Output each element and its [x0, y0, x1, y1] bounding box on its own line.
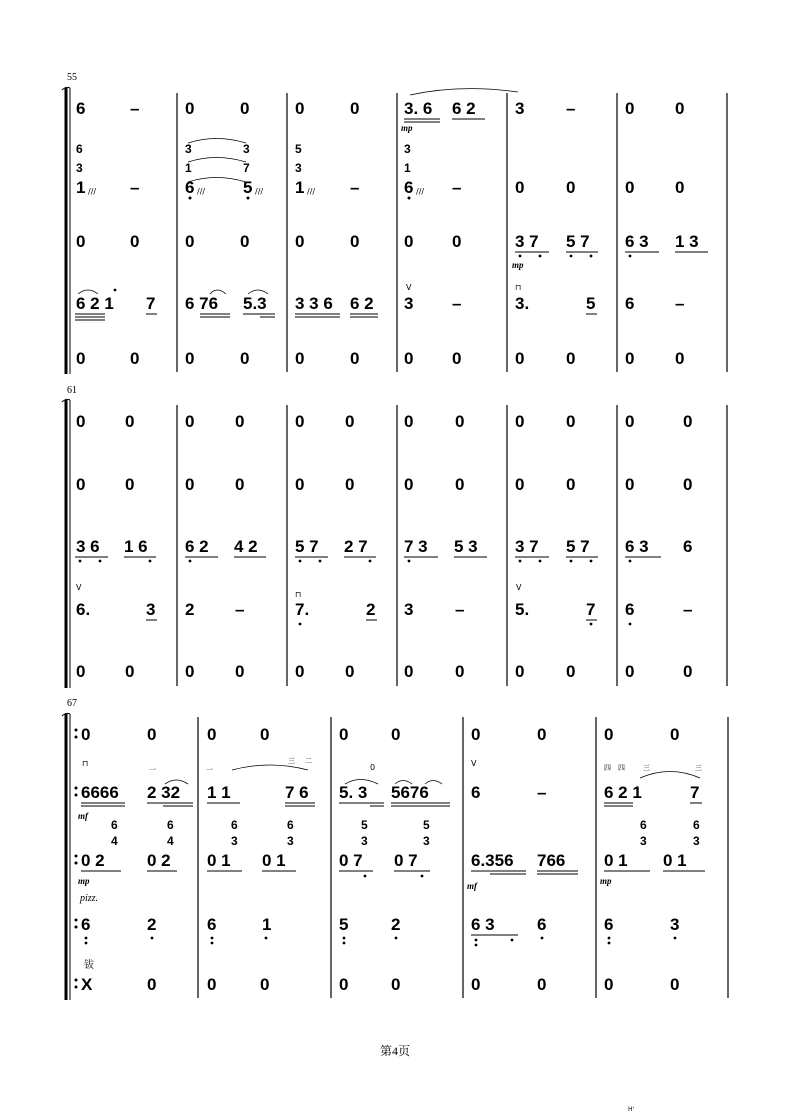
- note: 0: [235, 475, 245, 494]
- staff-row-4: [81, 915, 679, 971]
- note: 0: [404, 662, 414, 681]
- note: 3 3 6: [295, 294, 333, 313]
- page-number: 第4页: [379, 1044, 410, 1058]
- note: 0: [683, 412, 693, 431]
- staff-row-3: [76, 232, 708, 270]
- note: 0: [391, 975, 401, 994]
- note: 6: [471, 783, 481, 802]
- note: 0: [260, 975, 270, 994]
- note: 7 3: [404, 537, 428, 556]
- chord-note: 1: [404, 161, 411, 175]
- slur: [410, 89, 518, 95]
- staff-row-4: [76, 583, 692, 625]
- downbow-mark: ⊓: [82, 759, 89, 768]
- note: 6 2 1: [604, 783, 642, 802]
- note: 0: [675, 99, 685, 118]
- note: 3: [404, 600, 414, 619]
- chord-note: 3: [404, 142, 411, 156]
- note: 1 3: [675, 232, 699, 251]
- chord-note: 6: [231, 818, 238, 832]
- note: 0: [295, 662, 305, 681]
- note: 0: [404, 232, 414, 251]
- note: 1: [76, 178, 86, 197]
- note: 0: [125, 412, 135, 431]
- repeat-dots: [75, 729, 78, 989]
- note: 1 6: [124, 537, 148, 556]
- chord-note: 3: [640, 834, 647, 848]
- note: 0: [604, 725, 614, 744]
- note: 6: [625, 294, 635, 313]
- note: –: [350, 178, 360, 197]
- note: 2 32: [147, 783, 181, 802]
- string-mark: 四: [604, 764, 611, 772]
- note: 0: [76, 475, 86, 494]
- chord-note: 5: [361, 818, 368, 832]
- string-mark: 三: [643, 764, 650, 772]
- chord-note: 3: [231, 834, 238, 848]
- note: X: [81, 975, 93, 994]
- note: 0: [295, 232, 305, 251]
- instrument-label: 钹: [84, 960, 94, 971]
- note: 3: [670, 915, 680, 934]
- tremolo-mark: ///: [416, 187, 425, 196]
- note: 0: [515, 475, 525, 494]
- note: 0: [125, 475, 135, 494]
- chord-note: 3: [243, 142, 250, 156]
- note: 3: [515, 99, 525, 118]
- chord-note: 6: [287, 818, 294, 832]
- note: 0: [295, 99, 305, 118]
- note: 0: [295, 475, 305, 494]
- note: 0: [566, 475, 576, 494]
- note: 0: [185, 412, 195, 431]
- note: 0: [240, 99, 250, 118]
- note: 0: [391, 725, 401, 744]
- note: 0: [455, 412, 465, 431]
- chord-note: 3: [423, 834, 430, 848]
- note: 5 7: [295, 537, 319, 556]
- note: 0: [76, 232, 86, 251]
- dynamic-mp: mp: [600, 876, 612, 886]
- note: 0: [76, 349, 86, 368]
- note: 0: [515, 178, 525, 197]
- note: 0: [207, 725, 217, 744]
- note: 6: [185, 178, 195, 197]
- chord-note: 4: [167, 834, 174, 848]
- system-61: [62, 385, 727, 688]
- chord-note: 6: [693, 818, 700, 832]
- note: 1 1: [207, 783, 231, 802]
- system-55: [62, 72, 727, 374]
- note: 6: [683, 537, 693, 556]
- system-67: [62, 698, 728, 1000]
- note: 3: [404, 294, 414, 313]
- note: 6: [207, 915, 217, 934]
- string-mark: 一: [206, 766, 213, 774]
- chord-note: 6: [640, 818, 647, 832]
- dynamic-mp: mp: [401, 123, 413, 133]
- note: 6 2 1: [76, 294, 114, 313]
- note: 6: [404, 178, 414, 197]
- downbow-mark: ⊓: [515, 283, 522, 292]
- note: 0: [185, 232, 195, 251]
- note: 0 1: [262, 851, 286, 870]
- note: 0: [604, 975, 614, 994]
- note: 0: [240, 349, 250, 368]
- note: 0: [455, 662, 465, 681]
- note: 0: [404, 349, 414, 368]
- staff-row-3: [75, 537, 692, 562]
- note: 6666: [81, 783, 119, 802]
- note: –: [566, 99, 576, 118]
- note: 6 2: [185, 537, 209, 556]
- chord-note: 6: [76, 142, 83, 156]
- string-mark: 四: [618, 764, 625, 772]
- tremolo-mark: ///: [88, 187, 97, 196]
- chord-note: 7: [243, 161, 250, 175]
- note: 5: [586, 294, 596, 313]
- note: 0: [130, 232, 140, 251]
- note: 6 76: [185, 294, 219, 313]
- chord-note: 3: [693, 834, 700, 848]
- note: 3.: [515, 294, 530, 313]
- note: 0: [515, 412, 525, 431]
- note: 0: [81, 725, 91, 744]
- note: 5676: [391, 783, 429, 802]
- downbow-mark: ⊓: [295, 590, 302, 599]
- staff-row-4: [75, 283, 684, 320]
- note: 0: [404, 412, 414, 431]
- note: 0: [566, 178, 576, 197]
- note: 0: [537, 975, 547, 994]
- note: 7 6: [285, 783, 309, 802]
- note: 0: [404, 475, 414, 494]
- tremolo-mark: ///: [307, 187, 316, 196]
- note: –: [130, 99, 140, 118]
- note: 0: [350, 349, 360, 368]
- dynamic-mf: mf: [78, 811, 88, 821]
- note: –: [537, 783, 547, 802]
- chord-note: 4: [111, 834, 118, 848]
- note: 6: [537, 915, 547, 934]
- staff-row-1: [76, 412, 692, 431]
- note: 0: [455, 475, 465, 494]
- note: 0: [670, 725, 680, 744]
- note: 5: [243, 178, 253, 197]
- note: 6.: [76, 600, 91, 619]
- note: 0: [260, 725, 270, 744]
- note: 0: [675, 349, 685, 368]
- staff-row-5: [76, 349, 684, 368]
- note: 2 7: [344, 537, 368, 556]
- upbow-mark: V: [76, 583, 82, 592]
- string-mark: 三: [288, 757, 295, 765]
- note: 0: [625, 178, 635, 197]
- note: 3 6: [76, 537, 100, 556]
- note: 6 3: [471, 915, 495, 934]
- chord-note: 1: [185, 161, 192, 175]
- note: 5 7: [566, 232, 590, 251]
- note: 0: [515, 662, 525, 681]
- note: 0: [350, 99, 360, 118]
- note: 0: [625, 349, 635, 368]
- note: 0: [125, 662, 135, 681]
- note: 5: [339, 915, 349, 934]
- note: 0: [185, 475, 195, 494]
- note: 6: [81, 915, 91, 934]
- staff-row-1: [76, 89, 684, 133]
- note: 7: [690, 783, 700, 802]
- note: 0 2: [147, 851, 171, 870]
- note: 0 2: [81, 851, 105, 870]
- note: 0 1: [663, 851, 687, 870]
- note: 0: [295, 412, 305, 431]
- chord-note: 3: [361, 834, 368, 848]
- note: 0: [185, 99, 195, 118]
- note: 5 3: [454, 537, 478, 556]
- note: 0: [76, 662, 86, 681]
- note: 5.: [515, 600, 530, 619]
- note: 6 2: [350, 294, 374, 313]
- corner-mark: H': [628, 1106, 635, 1113]
- note: 7: [146, 294, 156, 313]
- note: 0: [339, 725, 349, 744]
- note: 0 1: [207, 851, 231, 870]
- staff-row-2: [76, 139, 684, 200]
- note: 0: [147, 725, 157, 744]
- tremolo-mark: ///: [197, 187, 206, 196]
- dynamic-mp: mp: [512, 260, 524, 270]
- staff-row-2: [78, 757, 702, 821]
- note: 0: [295, 349, 305, 368]
- note: 3. 6: [404, 99, 433, 118]
- chord-note: 6: [167, 818, 174, 832]
- note: 7.: [295, 600, 310, 619]
- note: 0 7: [339, 851, 363, 870]
- note: 0: [566, 349, 576, 368]
- note: 0: [625, 99, 635, 118]
- tremolo-mark: ///: [255, 187, 264, 196]
- note: 7: [586, 600, 596, 619]
- staff-row-5: [76, 662, 692, 681]
- harmonic-mark: 0: [370, 763, 376, 772]
- dynamic-mp: mp: [78, 876, 90, 886]
- note: 3: [146, 600, 156, 619]
- note: 6 3: [625, 537, 649, 556]
- chord-note: 5: [295, 142, 302, 156]
- chord-note: 3: [295, 161, 302, 175]
- note: –: [683, 600, 693, 619]
- note: 3 7: [515, 232, 539, 251]
- staff-row-3: [78, 851, 705, 904]
- upbow-mark: V: [406, 283, 412, 292]
- note: 0: [670, 975, 680, 994]
- note: 0: [207, 975, 217, 994]
- note: 0: [683, 662, 693, 681]
- chord-note: 3: [76, 161, 83, 175]
- note: 2: [147, 915, 157, 934]
- note: 0: [350, 232, 360, 251]
- note: 6 2: [452, 99, 476, 118]
- note: 0: [471, 975, 481, 994]
- chord-note: 5: [423, 818, 430, 832]
- note: 0: [185, 662, 195, 681]
- chord-note: 3: [185, 142, 192, 156]
- note: 0: [452, 232, 462, 251]
- note: 6: [76, 99, 86, 118]
- staff-row-5: [81, 975, 679, 994]
- note: 2: [185, 600, 195, 619]
- note: 0: [345, 662, 355, 681]
- note: 0: [240, 232, 250, 251]
- note: 0: [339, 975, 349, 994]
- chord-note: 3: [287, 834, 294, 848]
- note: 0: [625, 662, 635, 681]
- note: 0: [452, 349, 462, 368]
- note: 0: [76, 412, 86, 431]
- note: 0: [625, 412, 635, 431]
- note: 1: [262, 915, 272, 934]
- note: 0: [537, 725, 547, 744]
- note: 0: [471, 725, 481, 744]
- note: 0: [683, 475, 693, 494]
- note: 0: [345, 412, 355, 431]
- note: 0 1: [604, 851, 628, 870]
- note: 0: [675, 178, 685, 197]
- note: –: [235, 600, 245, 619]
- note: 6.356: [471, 851, 514, 870]
- measure-number: 55: [67, 72, 77, 83]
- note: 0: [345, 475, 355, 494]
- dynamic-mf: mf: [467, 881, 477, 891]
- note: 0: [147, 975, 157, 994]
- note: 0: [235, 662, 245, 681]
- note: 0: [566, 662, 576, 681]
- note: 1: [295, 178, 305, 197]
- note: 5.3: [243, 294, 267, 313]
- upbow-mark: V: [471, 759, 477, 768]
- note: –: [452, 178, 462, 197]
- note: 0: [235, 412, 245, 431]
- note: 4 2: [234, 537, 258, 556]
- note: 0: [625, 475, 635, 494]
- note: –: [130, 178, 140, 197]
- note: –: [455, 600, 465, 619]
- note: 0: [130, 349, 140, 368]
- string-mark: 二: [305, 757, 312, 765]
- note: 3 7: [515, 537, 539, 556]
- note: 766: [537, 851, 566, 870]
- note: –: [675, 294, 685, 313]
- string-mark: 一: [149, 766, 156, 774]
- note: 6: [604, 915, 614, 934]
- note: 0: [566, 412, 576, 431]
- note: 2: [366, 600, 376, 619]
- note: 0: [515, 349, 525, 368]
- pizz-marking: pizz.: [80, 893, 99, 904]
- chord-block: [111, 818, 700, 848]
- note: –: [452, 294, 462, 313]
- note: 0: [185, 349, 195, 368]
- string-mark: 三: [695, 764, 702, 772]
- note: 5. 3: [339, 783, 368, 802]
- measure-number: 67: [67, 698, 77, 709]
- note: 5 7: [566, 537, 590, 556]
- note: 6 3: [625, 232, 649, 251]
- chord-note: 6: [111, 818, 118, 832]
- upbow-mark: V: [516, 583, 522, 592]
- measure-number: 61: [67, 385, 77, 396]
- staff-row-1: [81, 725, 679, 744]
- note: 6: [625, 600, 635, 619]
- staff-row-2: [76, 475, 692, 494]
- note: 2: [391, 915, 401, 934]
- note: 0 7: [394, 851, 418, 870]
